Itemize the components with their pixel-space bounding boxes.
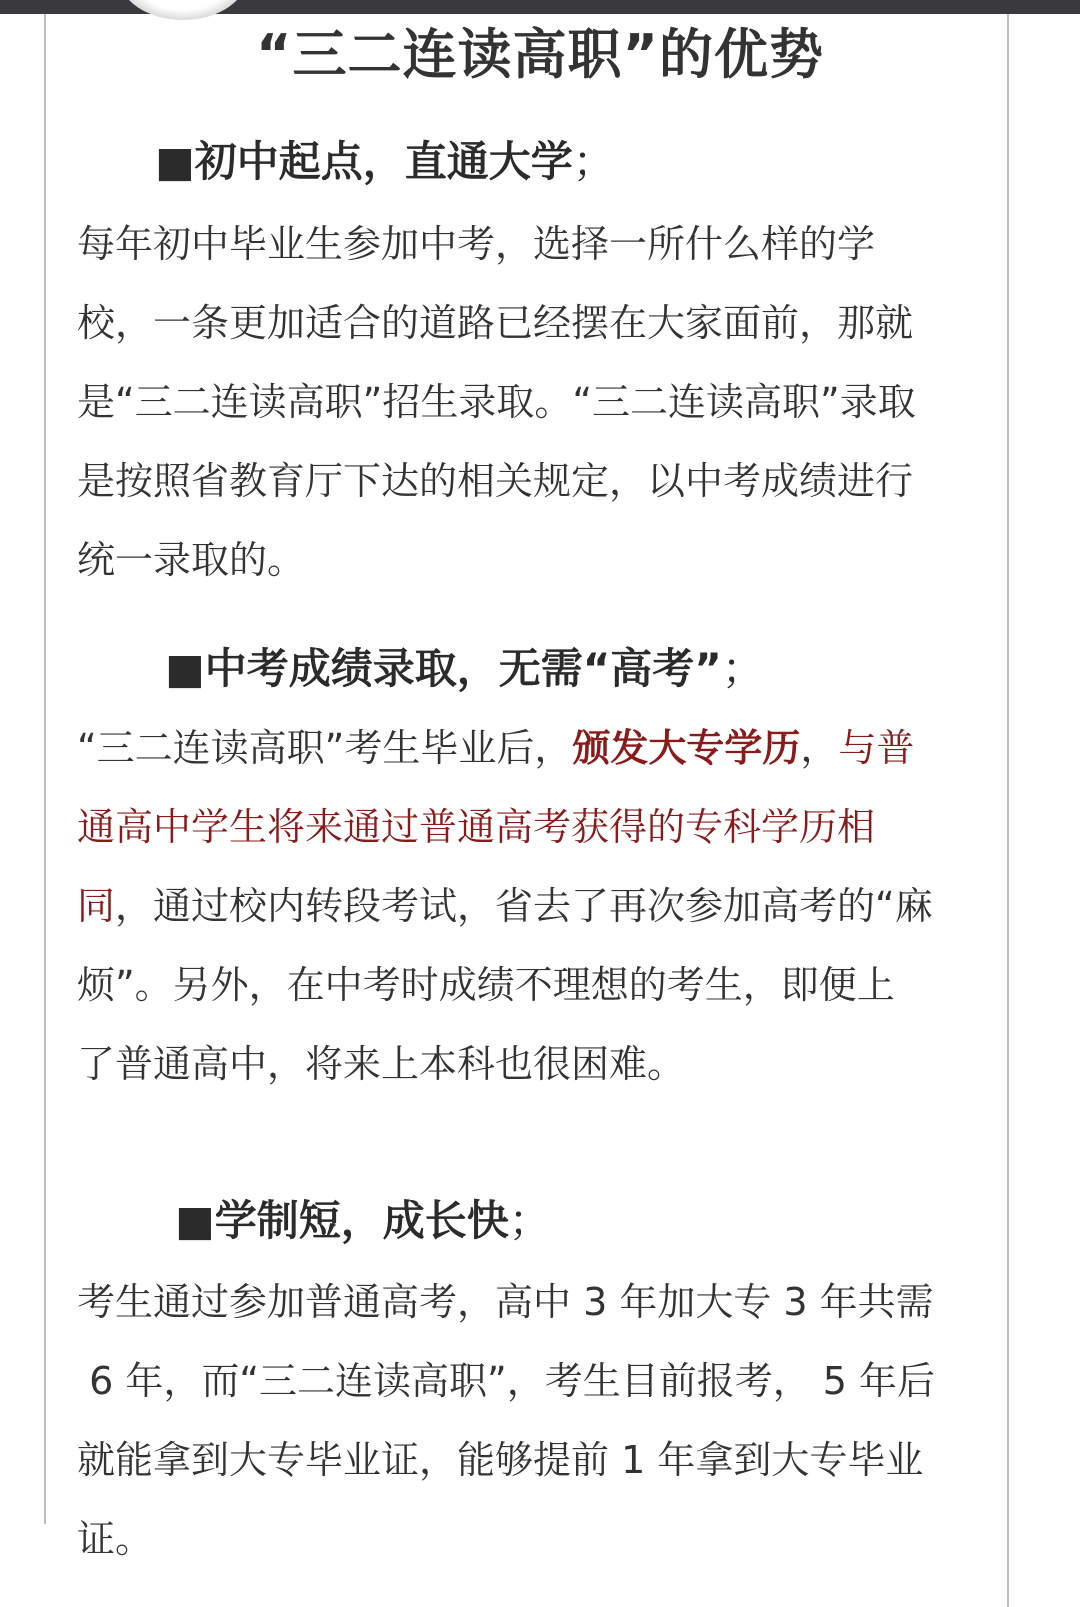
section-heading-3 xyxy=(175,1193,551,1249)
paragraph-line: 证。 xyxy=(77,1517,154,1561)
square-bullet-icon: ■ xyxy=(175,1196,215,1245)
plain-text: “三二连读高职”考生毕业后， xyxy=(77,726,573,770)
square-bullet-icon: ■ xyxy=(165,644,205,693)
paragraph-line: 通高中学生将来通过普通高考获得的专科学历相 xyxy=(77,805,876,849)
paragraph-line: 烦”。另外，在中考时成绩不理想的考生，即便上 xyxy=(77,963,895,1007)
paragraph-line: 校，一条更加适合的道路已经摆在大家面前，那就 xyxy=(77,301,914,345)
section-paragraph-2 xyxy=(77,709,987,1104)
section-heading-label: 初中起点，直通大学 xyxy=(194,137,573,186)
section-heading-label: 学制短，成长快 xyxy=(214,1196,509,1245)
title-prefix: “三二连读高职”的 xyxy=(256,23,714,86)
section-heading-1 xyxy=(155,134,615,190)
paragraph-line: 是“三二连读高职”招生录取。“三二连读高职”录取 xyxy=(77,380,916,424)
red-text: 与普 xyxy=(838,726,915,770)
section-heading-tail: ； xyxy=(721,644,764,693)
plain-text: ，通过校内转段考试，省去了再次参加高考的“麻 xyxy=(115,884,933,928)
paragraph-line: 就能拿到大专毕业证，能够提前 1 年拿到大专毕业 xyxy=(77,1438,924,1482)
paragraph-line: 是按照省教育厅下达的相关规定，以中考成绩进行 xyxy=(77,459,914,503)
left-border-line xyxy=(44,14,46,1524)
section-heading-label: 中考成绩录取，无需“高考” xyxy=(204,644,722,693)
page-title xyxy=(0,22,1080,88)
red-text: 同 xyxy=(77,884,116,928)
paragraph-line xyxy=(77,709,987,788)
plain-text: ， xyxy=(800,726,839,770)
highlight-text: 颁发大专学历 xyxy=(572,726,801,770)
square-bullet-icon: ■ xyxy=(155,137,195,186)
paragraph-line: 统一录取的。 xyxy=(77,538,306,582)
section-heading-tail: ； xyxy=(572,137,615,186)
section-paragraph-1 xyxy=(77,205,987,600)
paragraph-line xyxy=(77,867,987,946)
section-heading-2 xyxy=(165,641,764,697)
section-heading-tail: ； xyxy=(508,1196,551,1245)
paragraph-line: 考生通过参加普通高考，高中 3 年加大专 3 年共需 xyxy=(77,1280,934,1324)
right-border-line xyxy=(1007,14,1009,1607)
section-paragraph-3 xyxy=(77,1263,987,1579)
title-emphasis: 优势 xyxy=(713,23,824,86)
paragraph-line: 了普通高中，将来上本科也很困难。 xyxy=(77,1042,686,1086)
paragraph-line: 每年初中毕业生参加中考，选择一所什么样的学 xyxy=(77,222,876,266)
paragraph-line: 6 年，而“三二连读高职”，考生目前报考， 5 年后 xyxy=(77,1359,936,1403)
